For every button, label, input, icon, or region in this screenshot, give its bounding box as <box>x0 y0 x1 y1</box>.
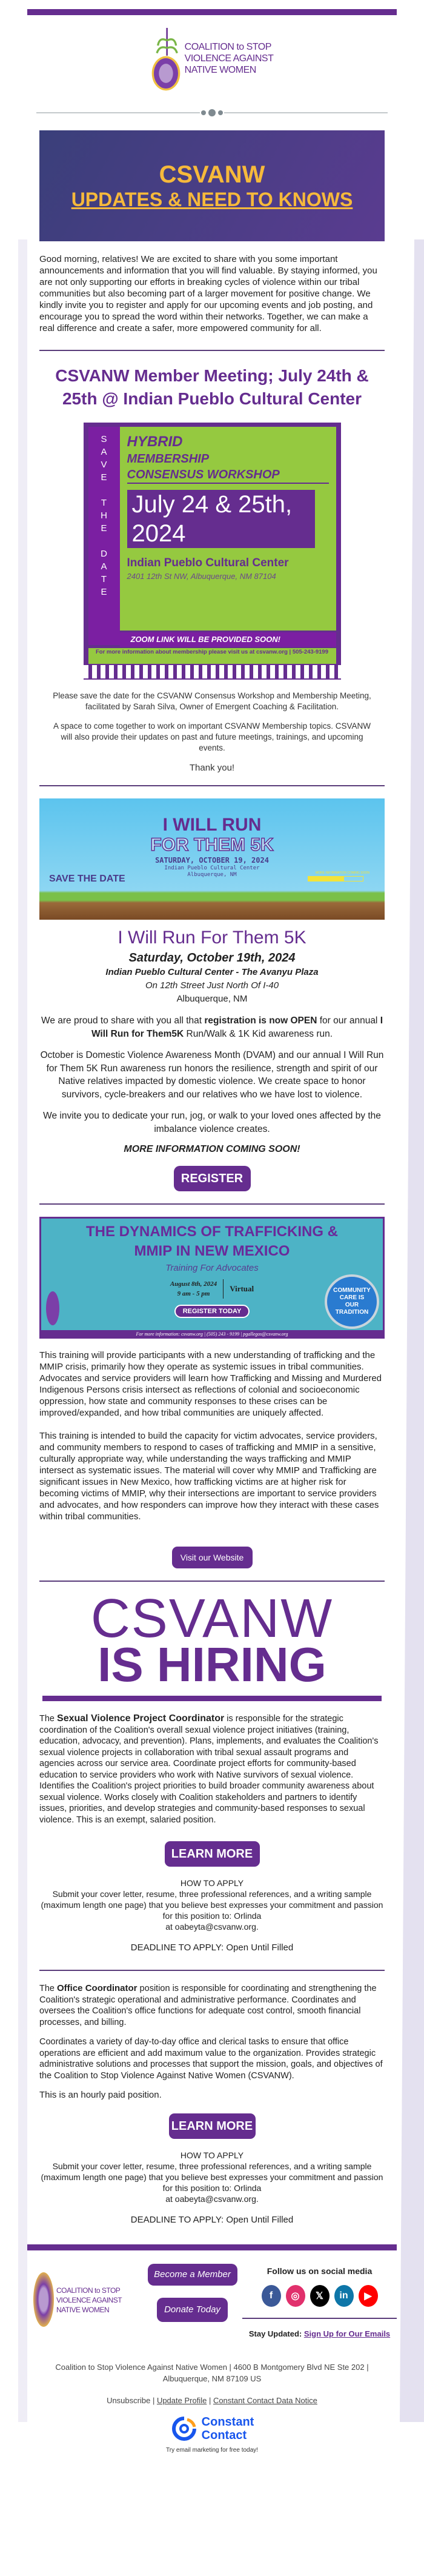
deadline-text: DEADLINE TO APPLY: Open Until Filled <box>130 2214 294 2225</box>
divider <box>39 350 385 351</box>
youtube-icon[interactable]: ▶ <box>359 2285 378 2307</box>
how-to-apply-text: Submit your cover letter, resume, three professional references, and a writing sample (maximum length one page) that you believe best expresses your commitment and passion for this position to: Orlinda <box>41 1889 383 1921</box>
training-time: 9 am - 5 pm <box>177 1290 210 1297</box>
run-banner[interactable] <box>39 798 385 920</box>
run-registration-text: We are proud to share with you all that registration is now OPEN for our annual I Will Run for Them5K Run/Walk & 1K Kid awareness run. <box>41 1015 383 1039</box>
x-icon[interactable]: 𝕏 <box>310 2285 330 2307</box>
try-email-marketing-text: Try email marketing for free today! <box>166 2446 258 2454</box>
how-to-apply-heading: HOW TO APPLY <box>180 1878 244 1888</box>
apply-email-link[interactable]: oabeyta@csvanw.org <box>174 2193 256 2204</box>
run-banner-city: Albuquerque, NM <box>187 872 237 878</box>
poster-venue: Indian Pueblo Cultural Center <box>127 557 289 569</box>
top-bar <box>27 9 397 15</box>
run-banner-progress-label: MORE INFORMATION COMING SOON <box>315 871 369 875</box>
training-date: August 8th, 2024 <box>170 1280 217 1288</box>
run-banner-venue: Indian Pueblo Cultural Center <box>164 865 260 871</box>
footer-bar <box>27 2244 397 2250</box>
training-banner-title: THE DYNAMICS OF TRAFFICKING & <box>86 1223 338 1240</box>
header-banner <box>39 130 385 241</box>
poster-line: MEMBERSHIP <box>127 452 210 466</box>
poster-zoom-note: ZOOM LINK WILL BE PROVIDED SOON! <box>120 632 336 647</box>
job-description: The Sexual Violence Project Coordinator is responsible for the strategic coordination of the Coalition's overall sexual violence project initiatives (training, education, advocacy, and prevention). Plans, implements, and evaluates the Coalition's sexual violence projects in collaboration with tribal sexual assault programs and agencies across our service area. Coordinate project efforts for community-based education to service providers who work with Native survivors of sexual violence. Identifies the Coalition's project priorities to build broader community awareness about sexual violence. Works closely with Coalition stakeholders and partners to identify issues, priorities, and develop strategies and community-based responses to sexual violence. This is an exempt, salaried position. <box>39 1713 379 1825</box>
training-text: This training is intended to build the capacity for victim advocates, service providers, and community members to respond to cases of trafficking and MMIP in a sensitive, culturally appropriate way, while understanding the ways trafficking and MMIP intersect as systematic issues. The material will cover why MMIP and Trafficking are significant issues in New Mexico, how trafficking victims are at higher risk for becoming victims of MMIP, why their intersections are important to service providers and advocates, and how responders can improve how they interact with these cases within tribal communities. <box>39 1431 379 1522</box>
training-banner-title: MMIP IN NEW MEXICO <box>134 1243 290 1259</box>
job-description: The Office Coordinator position is responsible for coordinating and strengthening the Coalition's strategic operational and administrative performance. Coordinates and oversees the Coalition's office functions for adequate cost control, smooth financial processes, and billing. <box>39 1983 377 2027</box>
community-care-badge <box>325 1274 379 1329</box>
org-logo-small-icon <box>46 1291 59 1325</box>
org-logo[interactable] <box>27 21 397 95</box>
learn-more-button[interactable]: LEARN MORE <box>165 1841 260 1867</box>
hiring-bar <box>42 1696 382 1701</box>
meeting-thanks: Thank you! <box>189 763 235 773</box>
run-date: Saturday, October 19th, 2024 <box>128 951 296 965</box>
run-banner-title: FOR THEM 5K <box>150 835 274 855</box>
background-decoration <box>400 239 424 2422</box>
visit-website-button[interactable]: Visit our Website <box>172 1547 253 1568</box>
training-mode: Virtual <box>230 1284 254 1293</box>
poster-side-label: SAVE THE DATE <box>88 427 120 645</box>
background-decoration <box>18 239 27 2422</box>
run-more-info: MORE INFORMATION COMING SOON! <box>124 1144 300 1154</box>
footer <box>27 2250 397 2350</box>
banner-title: CSVANW <box>159 161 265 188</box>
run-banner-date: SATURDAY, OCTOBER 19, 2024 <box>155 856 269 865</box>
poster-line: HYBRID <box>127 433 183 450</box>
footer-address: Coalition to Stop Violence Against Native Women | 4600 B Montgomery Blvd NE Ste 202 | Albuquerque, NM 87109 US <box>55 2362 369 2383</box>
how-to-apply-heading: HOW TO APPLY <box>180 2150 244 2160</box>
job-description: Coordinates a variety of day-to-day office and clerical tasks to ensure that office operations are efficient and add maximum value to the organization. Provides strategic administrative solutions and processes that support the mission, goals, and objectives of the Coalition to Stop Violence Against Native Women (CSVANW). <box>39 2037 383 2081</box>
facebook-icon[interactable]: f <box>262 2285 281 2307</box>
logo-text-line: NATIVE WOMEN <box>184 64 256 75</box>
intro-text: Good morning, relatives! We are excited to share with you some important announcements and information that you will find valuable. By staying informed, you are not only supporting our efforts in breaking cycles of violence within our tribal communities but also becoming part of a larger movement for positive change. We kindly invite you to register and apply for our upcoming events and job posting, and encourage you to spread the word within their networks. Together, we can make a real difference and create a safer, more empowered community for all. <box>39 254 377 333</box>
training-text: This training will provide participants with a new understanding of trafficking and the MMIP crisis, primarily how they operate as systemic issues in tribal communities. Advocates and service providers will learn how Trafficking and Missing and Murdered Indigenous Persons crisis intersect as reflections of colonial and socioeconomic oppression, how state and community responses to these crises can be improved/expanded, and how tribal communities are uniquely affected. <box>39 1350 382 1418</box>
logo-text-line: COALITION to STOP <box>184 41 271 52</box>
run-street: On 12th Street Just North Of I-40 <box>145 980 279 991</box>
register-button[interactable]: REGISTER <box>174 1166 251 1191</box>
email-body <box>27 9 397 2350</box>
job-posting: The Sexual Violence Project Coordinator is responsible for the strategic coordination of the Coalition's overall sexual violence project initiatives (training, education, advocacy, and prevention). Plans, implements, and evaluates the Coalition's sexual violence projects in collaboration with tribal sexual assault programs and agencies across our service area. Coordinate project efforts for community-based education to service providers who work with Native survivors of sexual violence. Identifies the Coalition's project priorities to build broader community awareness about sexual violence. Works closely with Coalition stakeholders and partners to identify issues, priorities, and develop strategies and community-based responses to sexual violence. This is an exempt, salaried position. LEARN MORE HOW TO APPLY Submit your cover letter, resume, three professional references, and a writing sample (maximum length one page) that you believe best expresses your commitment and passion for this position to: Orlinda at oabeyta@csvanw.org. DEADLINE TO APPLY: Open Until Filled <box>27 1713 397 1954</box>
run-city: Albuquerque, NM <box>176 994 248 1004</box>
divider <box>39 1203 385 1205</box>
update-profile-link[interactable]: Update Profile <box>156 2395 207 2405</box>
meeting-heading: CSVANW Member Meeting; July 24th & 25th @ Indian Pueblo Cultural Center <box>55 366 369 408</box>
deadline-text: DEADLINE TO APPLY: Open Until Filled <box>130 1942 294 1953</box>
constant-contact-icon <box>170 2415 198 2443</box>
banner-subtitle: UPDATES & NEED TO KNOWS <box>71 188 353 210</box>
training-banner-subtitle: Training For Advocates <box>165 1263 259 1273</box>
divider <box>39 785 385 786</box>
dotted-divider <box>36 107 388 119</box>
run-banner-progress <box>308 876 363 882</box>
hiring-heading: CSVANW <box>90 1588 334 1649</box>
poster-line: CONSENSUS WORKSHOP <box>127 467 329 484</box>
training-banner-footer: For more information: csvanw.org | (505) 243 - 9199 | pgallegos@csvanw.org <box>39 1330 385 1339</box>
divider <box>39 1581 385 1582</box>
meeting-text: A space to come together to work on important CSVANW Membership topics. CSVANW will also provide their updates on past and future meetings, trainings, and upcoming events. <box>53 721 371 752</box>
corn-pot-emblem-icon <box>151 22 181 94</box>
job-title: Sexual Violence Project Coordinator <box>57 1713 225 1724</box>
community-care-badge-text: COMMUNITY CARE IS OUR TRADITION <box>333 1287 371 1316</box>
footer-logo[interactable]: COALITION to STOP VIOLENCE AGAINST NATIVE WOMEN <box>33 2261 142 2350</box>
learn-more-button[interactable]: LEARN MORE <box>169 2113 256 2139</box>
linkedin-icon[interactable]: in <box>334 2285 354 2307</box>
email-signup-link[interactable]: Sign Up for Our Emails <box>303 2329 391 2338</box>
job-posting: The Office Coordinator position is responsible for coordinating and strengthening the Coalition's strategic operational and administrative performance. Coordinates and oversees the Coalition's office functions for adequate cost control, smooth financial processes, and billing. Coordinates a variety of day-to-day office and clerical tasks to ensure that office operations are efficient and add maximum value to the organization. Provides strategic administrative solutions and processes that support the mission, goals, and objectives of the Coalition to Stop Violence Against Native Women (CSVANW). This is an hourly paid position. LEARN MORE HOW TO APPLY Submit your cover letter, resume, three professional references, and a writing sample (maximum length one page) that you believe best expresses your commitment and passion for this position to: Orlinda at oabeyta@csvanw.org. DEADLINE TO APPLY: Open Until Filled <box>27 1970 397 2226</box>
unsubscribe-link[interactable]: Unsubscribe <box>107 2395 151 2405</box>
stay-updated-label: Stay Updated: <box>248 2329 304 2338</box>
become-member-button[interactable]: Become a Member <box>148 2264 237 2286</box>
poster-address: 2401 12th St NW, Albuquerque, NM 87104 <box>127 572 276 581</box>
logo-text-line: VIOLENCE AGAINST <box>184 53 274 64</box>
poster-pattern <box>84 665 341 678</box>
run-description: October is Domestic Violence Awareness Month (DVAM) and our annual I Will Run for Them 5K Run awareness run honors the resilience, strength and spirit of our Native relatives impacted by domestic violence. We create space to honor survivors, cycle-breakers and our relatives who we have lost to violence. <box>40 1050 384 1100</box>
meeting-poster[interactable] <box>84 423 341 680</box>
poster-date: July 24 & 25th, 2024 <box>127 490 315 548</box>
training-banner[interactable] <box>39 1217 385 1339</box>
register-today-button[interactable]: REGISTER TODAY <box>174 1305 250 1318</box>
donate-button[interactable]: Donate Today <box>157 2298 228 2322</box>
run-title: I Will Run For Them 5K <box>118 928 306 948</box>
hiring-heading: IS HIRING <box>98 1638 326 1691</box>
cc-logo-text: Constant <box>201 2415 254 2429</box>
data-notice-link[interactable]: Constant Contact Data Notice <box>213 2395 317 2405</box>
divider <box>39 1970 385 1971</box>
apply-email-link[interactable]: oabeyta@csvanw.org <box>174 1922 256 1932</box>
instagram-icon[interactable]: ◎ <box>286 2285 305 2307</box>
job-title: Office Coordinator <box>57 1983 137 1993</box>
corn-pot-emblem-icon <box>33 2272 54 2327</box>
poster-more-info: For more information about membership please visit us at csvanw.org | 505-243-9199 <box>88 648 336 664</box>
run-banner-save-date: SAVE THE DATE <box>49 874 125 884</box>
job-pay-type: This is an hourly paid position. <box>39 2090 162 2100</box>
constant-contact-badge[interactable] <box>0 2415 424 2443</box>
run-invite: We invite you to dedicate your run, jog, or walk to your loved ones affected by the imbalance violence creates. <box>43 1111 381 1134</box>
meeting-text: Please save the date for the CSVANW Consensus Workshop and Membership Meeting, facilitated by Sarah Silva, Owner of Emergent Coaching & Facilitation. <box>53 691 371 711</box>
social-heading: Follow us on social media <box>267 2266 373 2276</box>
run-venue: Indian Pueblo Cultural Center - The Avanyu Plaza <box>105 967 319 977</box>
cc-logo-text: Contact <box>201 2428 247 2442</box>
run-banner-title: I WILL RUN <box>162 815 262 835</box>
how-to-apply-text: Submit your cover letter, resume, three professional references, and a writing sample (maximum length one page) that you believe best expresses your commitment and passion for this position to: Orlinda <box>41 2161 383 2193</box>
